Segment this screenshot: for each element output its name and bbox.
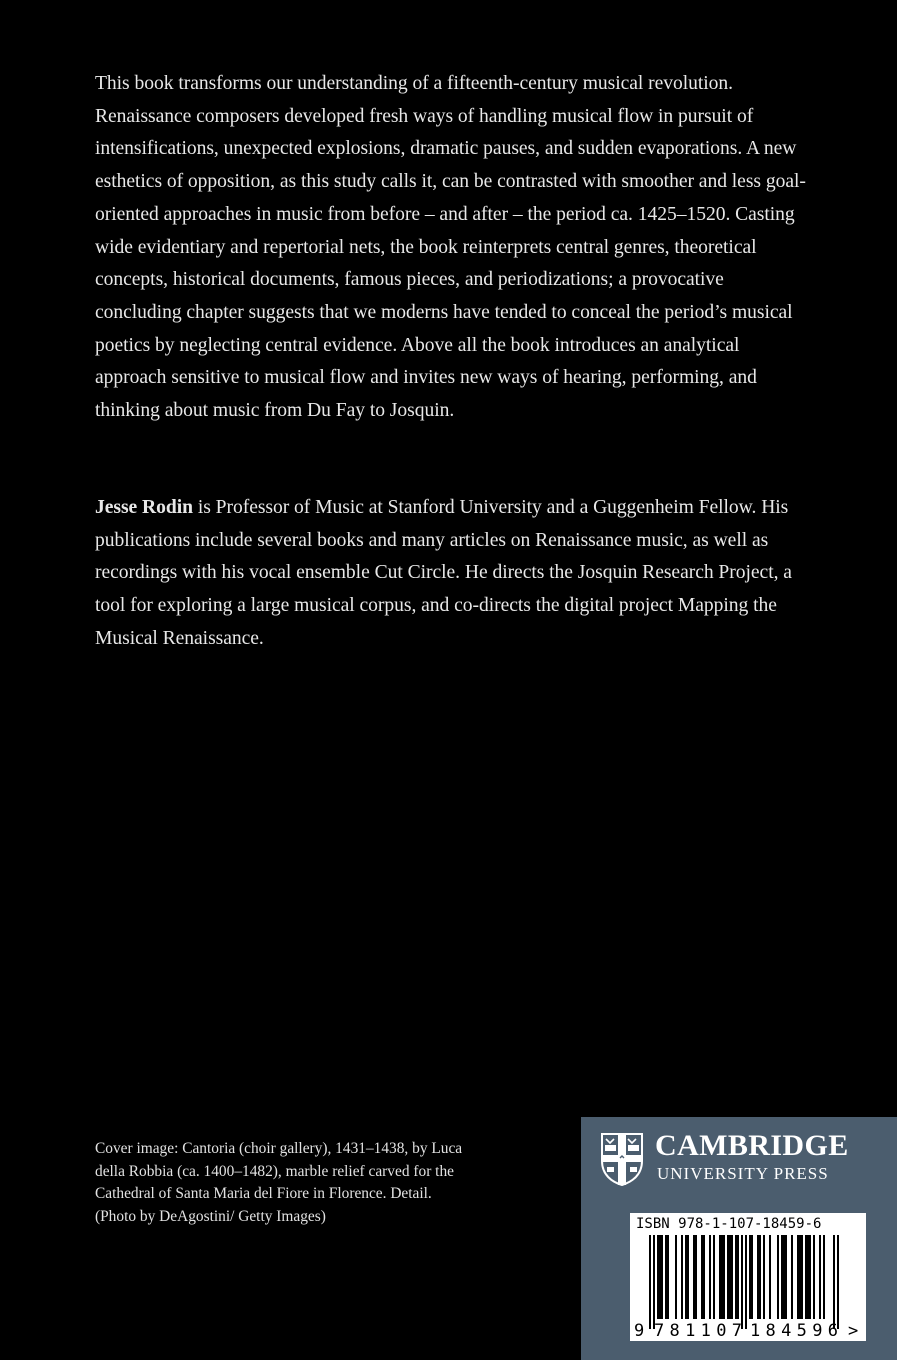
- publisher-subtitle: UNIVERSITY PRESS: [657, 1164, 829, 1183]
- barcode-bar: [813, 1235, 815, 1319]
- barcode-bar: [759, 1235, 761, 1319]
- barcode-bar: [709, 1235, 711, 1319]
- barcode-bar: [659, 1235, 661, 1319]
- barcode-bar: [685, 1235, 687, 1319]
- barcode-bar: [749, 1235, 751, 1319]
- barcode-bar: [769, 1235, 771, 1319]
- barcode-bar: [721, 1235, 723, 1319]
- barcode-left-digits: 781107: [654, 1321, 742, 1341]
- barcode-bar: [837, 1235, 839, 1329]
- barcode-bar: [783, 1235, 785, 1319]
- barcode-first-digit: 9: [634, 1321, 645, 1341]
- barcode-bar: [801, 1235, 803, 1319]
- barcode-bar: [675, 1235, 677, 1319]
- barcode-bar: [729, 1235, 731, 1319]
- barcode-bar: [745, 1235, 747, 1329]
- author-name: Jesse Rodin: [95, 497, 193, 518]
- barcode-bar: [653, 1235, 655, 1329]
- publisher-name: CAMBRIDGE: [655, 1129, 849, 1162]
- author-bio: [95, 492, 815, 656]
- publisher-panel: [581, 1117, 897, 1360]
- barcode-bar: [723, 1235, 725, 1319]
- author-bio-text: is Professor of Music at Stanford University and a Guggenheim Fellow. His publications include several books and many articles on Renaissance music, as well as recordings with his vocal ensemble Cut Circle. He directs the Josquin Research Project, a tool for exploring a large musical corpus, and co-directs the digital project Mapping the Musical Renaissance.: [95, 497, 792, 649]
- barcode-bar: [805, 1235, 807, 1319]
- barcode-bar: [713, 1235, 715, 1319]
- barcode-bar: [763, 1235, 765, 1319]
- barcode-end-mark: >: [848, 1321, 859, 1341]
- barcode-bar: [727, 1235, 729, 1319]
- barcode-bar: [819, 1235, 821, 1319]
- barcode-bar: [757, 1235, 759, 1319]
- barcode-bar: [667, 1235, 669, 1319]
- barcode-bars: [649, 1235, 839, 1329]
- cambridge-crest-icon: [599, 1131, 645, 1187]
- barcode-bar: [741, 1235, 743, 1329]
- isbn-barcode: [630, 1213, 866, 1341]
- barcode-bar: [693, 1235, 695, 1319]
- barcode-bar: [833, 1235, 835, 1329]
- barcode-bar: [823, 1235, 825, 1319]
- barcode-bar: [701, 1235, 703, 1319]
- barcode-bar: [665, 1235, 667, 1319]
- barcode-bar: [751, 1235, 753, 1319]
- barcode-right-digits: 184596: [750, 1321, 838, 1341]
- barcode-bar: [737, 1235, 739, 1319]
- back-cover-blurb: This book transforms our understanding of a fifteenth-century musical revolution. Renaissance composers developed fresh ways of handling musical flow in pursuit of intensifications, unexpected explosions, dramatic pauses, and sudden evaporations. A new esthetics of opposition, as this study calls it, can be contrasted with smoother and less goal-oriented approaches in music from before – and after – the period ca. 1425–1520. Casting wide evidentiary and repertorial nets, the book reinterprets central genres, theoretical concepts, historical documents, famous pieces, and periodizations; a provocative concluding chapter suggests that we moderns have tended to conceal the period’s musical poetics by neglecting central evidence. Above all the book introduces an analytical approach sensitive to musical flow and invites new ways of hearing, performing, and thinking about music from Du Fay to Josquin.: [95, 73, 806, 422]
- isbn-label: ISBN 978-1-107-18459-6: [636, 1216, 822, 1232]
- barcode-bar: [681, 1235, 683, 1319]
- barcode-bar: [791, 1235, 793, 1319]
- barcode-bar: [785, 1235, 787, 1319]
- barcode-bar: [657, 1235, 659, 1319]
- barcode-bar: [781, 1235, 783, 1319]
- barcode-bar: [695, 1235, 697, 1319]
- barcode-bar: [719, 1235, 721, 1319]
- barcode-bar: [777, 1235, 779, 1319]
- barcode-bar: [687, 1235, 689, 1319]
- cover-image-credit: Cover image: Cantoria (choir gallery), 1431–1438, by Luca della Robbia (ca. 1400–1482), marble relief carved for the Cathedral of Santa Maria del Fiore in Florence. Detail. (Photo by DeAgostini/ Getty Images): [95, 1140, 463, 1225]
- barcode-bar: [797, 1235, 799, 1319]
- barcode-bar: [703, 1235, 705, 1319]
- barcode-bar: [731, 1235, 733, 1319]
- barcode-bar: [661, 1235, 663, 1319]
- barcode-bar: [809, 1235, 811, 1319]
- barcode-bar: [649, 1235, 651, 1329]
- barcode-bar: [807, 1235, 809, 1319]
- barcode-bar: [799, 1235, 801, 1319]
- barcode-bar: [735, 1235, 737, 1319]
